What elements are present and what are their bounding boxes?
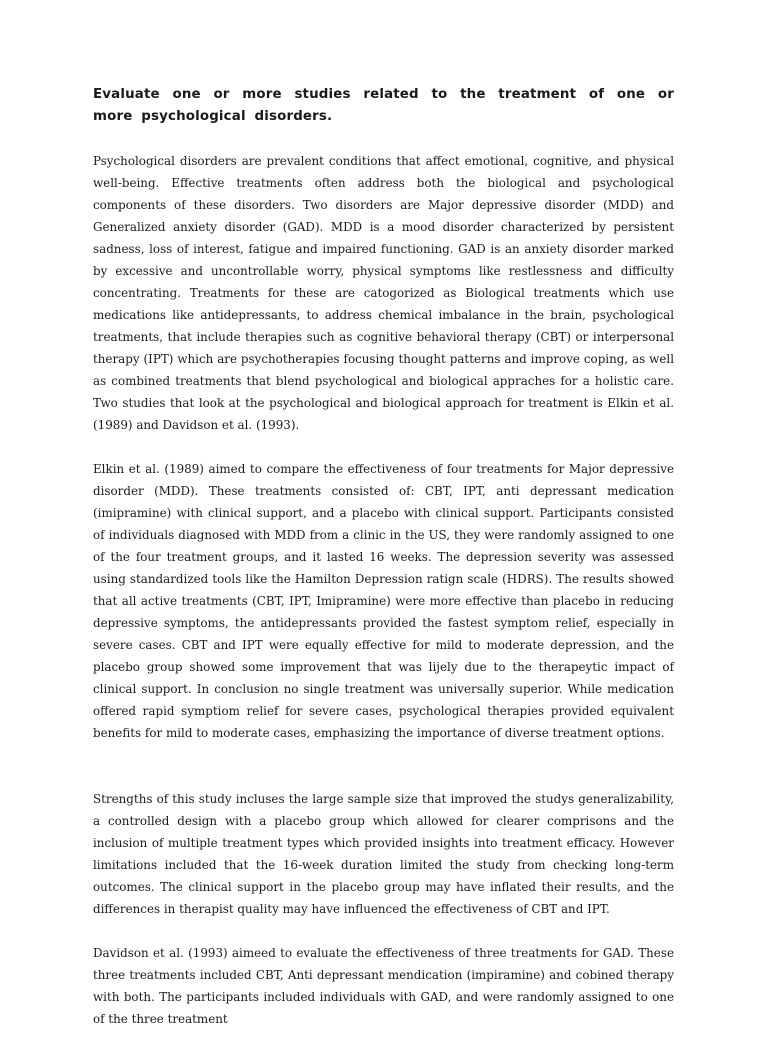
- document-page: [93, 84, 674, 1052]
- paragraph-elkin-study: Elkin et al. (1989) aimed to compare the effectiveness of four treatments for Major depressive disorder (MDD). These treatments consisted of: CBT, IPT, anti depressant medication (imipramine) with clinical support, and a placebo with clinical support. Participants consisted of individuals diagnosed with MDD from a clinic in the US, they were randomly assigned to one of the four treatment groups, and it lasted 16 weeks. The depression severity was assessed using standardized tools like the Hamilton Depression ratign scale (HDRS). The results showed that all active treatments (CBT, IPT, Imipramine) were more effective than placebo in reducing depressive symptoms, the antidepressants provided the fastest symptom relief, especially in severe cases. CBT and IPT were equally effective for mild to moderate depression, and the placebo group showed some improvement that was lijely due to the therapeytic impact of clinical support. In conclusion no single treatment was universally superior. While medication offered rapid symptiom relief for severe cases, psychological therapies provided equivalent benefits for mild to moderate cases, emphasizing the importance of diverse treatment options.: [93, 462, 674, 740]
- paragraph-strengths-limitations: Strengths of this study incluses the large sample size that improved the studys generalizability, a controlled design with a placebo group which allowed for clearer comprisons and the inclusion of multiple treatment types which provided insights into treatment efficacy. However limitations included that the 16-week duration limited the study from checking long-term outcomes. The clinical support in the placebo group may have inflated their results, and the differences in therapist quality may have influenced the effectiveness of CBT and IPT.: [93, 792, 674, 916]
- paragraph-introduction: Psychological disorders are prevalent conditions that affect emotional, cognitive, and physical well-being. Effective treatments often address both the biological and psychological components of these disorders. Two disorders are Major depressive disorder (MDD) and Generalized anxiety disorder (GAD). MDD is a mood disorder characterized by persistent sadness, loss of interest, fatigue and impaired functioning. GAD is an anxiety disorder marked by excessive and uncontrollable worry, physical symptoms like restlessness and difficulty concentrating. Treatments for these are catogorized as Biological treatments which use medications like antidepressants, to address chemical imbalance in the brain, psychological treatments, that include therapies such as cognitive behavioral therapy (CBT) or interpersonal therapy (IPT) which are psychotherapies focusing thought patterns and improve coping, as well as combined treatments that blend psychological and biological appraches for a holistic care. Two studies that look at the psychological and biological approach for treatment is Elkin et al. (1989) and Davidson et al. (1993).: [93, 154, 674, 432]
- document-title: Evaluate one or more studies related to the treatment of one or more psychological disorders.: [93, 87, 674, 124]
- paragraph-davidson-study: Davidson et al. (1993) aimeed to evaluate the effectiveness of three treatments for GAD. These three treatments included CBT, Anti depressant mendication (impiramine) and cobined therapy with both. The participants included individuals with GAD, and were randomly assigned to one of the three treatment: [93, 946, 674, 1026]
